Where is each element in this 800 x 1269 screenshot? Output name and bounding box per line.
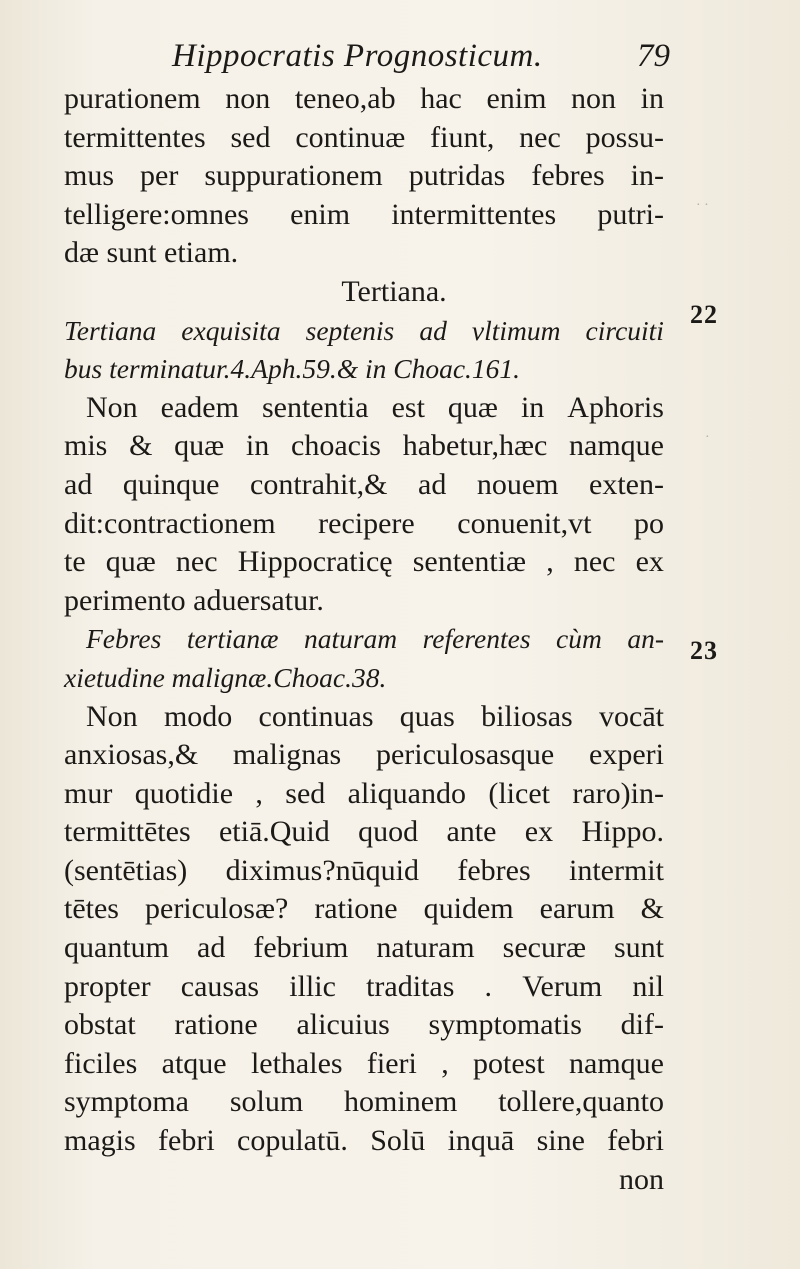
text-line: purationem non teneo,ab hac enim non in bbox=[64, 82, 664, 115]
text-line: (sentētias) diximus?nūquid febres intermit bbox=[64, 853, 664, 887]
page-header bbox=[60, 38, 670, 86]
body-text bbox=[64, 80, 664, 1199]
text-line: tētes periculosæ? ratione quidem earum & bbox=[64, 892, 664, 926]
text-line: xietudine malignæ.Choac.38. bbox=[64, 661, 387, 693]
text-line: Non eadem sententia est quæ in Aphoris bbox=[86, 390, 664, 424]
running-head: Hippocratis Prognosticum. bbox=[172, 38, 543, 74]
text-line: non bbox=[619, 1162, 664, 1196]
margin-number-22: 22 bbox=[690, 300, 718, 329]
text-line: propter causas illic traditas . Verum nil bbox=[64, 969, 664, 1003]
text-line: termittētes etiā.Quid quod ante ex Hippo. bbox=[64, 815, 664, 849]
text-line: Non modo continuas quas biliosas vocāt bbox=[86, 699, 664, 733]
text-line: ad quinque contrahit,& ad nouem exten- bbox=[64, 467, 664, 501]
page-number: 79 bbox=[637, 38, 670, 74]
text-line: termittentes sed continuæ fiunt, nec possu- bbox=[64, 120, 664, 154]
text-line: mus per suppurationem putridas febres in- bbox=[64, 159, 664, 193]
text-line: dit:contractionem recipere conuenit,vt po bbox=[64, 506, 664, 540]
text-line: quantum ad febrium naturam securæ sunt bbox=[64, 931, 664, 965]
margin-speck: · bbox=[705, 430, 710, 445]
text-line: ficiles atque lethales fieri , potest namque bbox=[64, 1046, 664, 1080]
text-line: symptoma solum hominem tollere,quanto bbox=[64, 1085, 664, 1119]
text-line: mis & quæ in choacis habetur,hæc namque bbox=[64, 429, 664, 463]
text-line: magis febri copulatū. Solū inquā sine febri bbox=[64, 1124, 664, 1158]
margin-speck: · · bbox=[696, 198, 709, 213]
text-line: Tertiana exquisita septenis ad vltimum circuiti bbox=[64, 314, 664, 346]
text-line: perimento aduersatur. bbox=[64, 583, 324, 617]
text-line: bus terminatur.4.Aph.59.& in Choac.161. bbox=[64, 353, 521, 385]
margin-number-23: 23 bbox=[690, 636, 718, 665]
text-line: Febres tertianæ naturam referentes cùm an- bbox=[86, 623, 664, 655]
text-line: mur quotidie , sed aliquando (licet raro)in- bbox=[64, 776, 664, 810]
text-line: obstat ratione alicuius symptomatis dif- bbox=[64, 1008, 664, 1042]
text-line: dæ sunt etiam. bbox=[64, 236, 239, 270]
text-line: Tertiana. bbox=[341, 274, 447, 308]
text-line: telligere:omnes enim intermittentes putri- bbox=[64, 197, 664, 231]
text-line: anxiosas,& malignas periculosasque experi bbox=[64, 738, 664, 772]
text-line: te quæ nec Hippocraticę sententiæ , nec ex bbox=[64, 545, 664, 579]
